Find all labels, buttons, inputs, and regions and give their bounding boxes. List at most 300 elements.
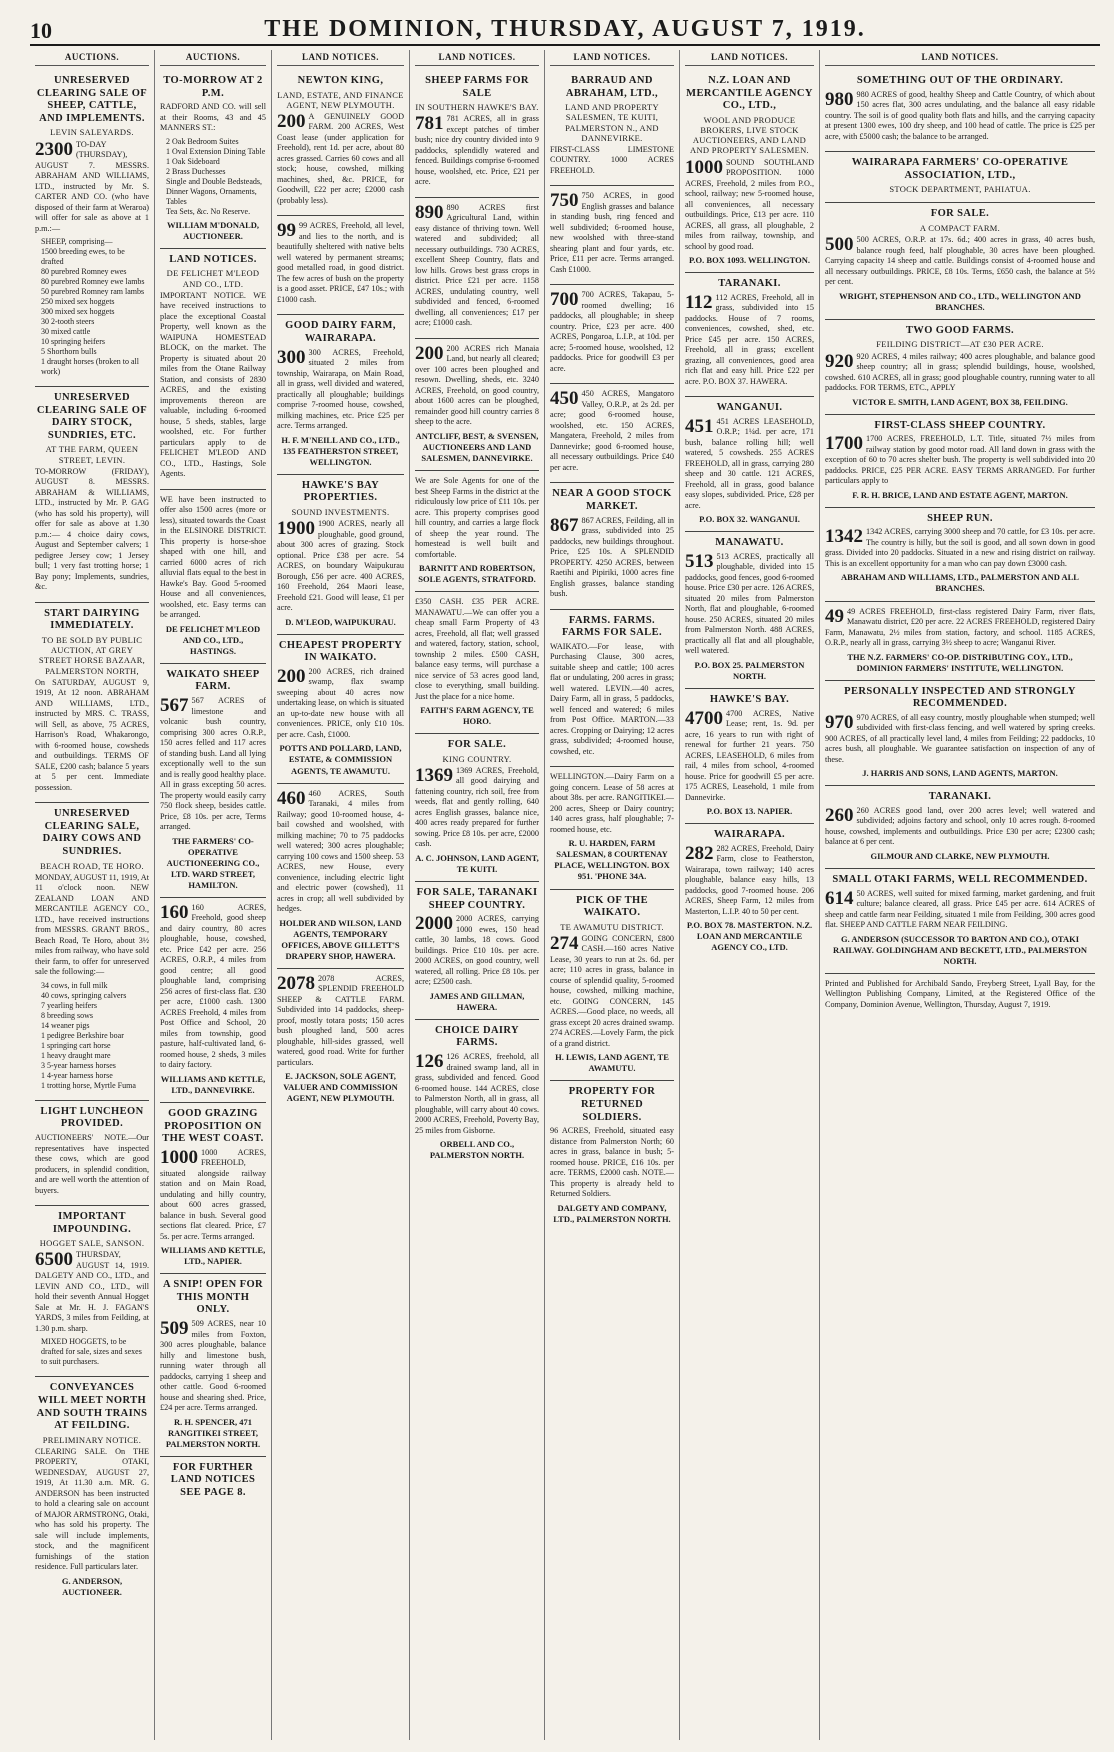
ad-subtitle: KING COUNTRY. [442,753,512,764]
ad-title: UNRESERVED CLEARING SALE OF SHEEP, CATTLE, AND IMPLEMENTS. [36,75,148,124]
ad-lead-figure: 750 [550,190,579,212]
ad-body-text: 1900 ACRES, nearly all ploughable, good ground, about 300 acres of grazing. Stock optional. Price £38 per acre. 54 ACRES, on boundary Waipukurau Borough, £56 per acre. 400 ACRES, 160 Freehold, 264 Maori lease, Freehold £21. Good will lease, £1 per acre. [277,519,404,613]
list-item: 1 heavy draught mare [41,1050,111,1060]
ad-body-text: 4700 ACRES, Native Lease; rent, 1s. 9d. per acre, 16 years to run with right of renewal for further 21 years. 750 ACRES, LEASEHOLD, 6 miles from rail, 4 miles from school, 4-roomed house. Price for goodwill £5 per acre. 175 ACRES, Leasehold, 1 mile from Dannevirke. [685,708,814,802]
ad-subtitle: IN SOUTHERN HAWKE'S BAY. [415,102,539,113]
ad-signature: HOLDER AND WILSON, LAND AGENTS, TEMPORARY OFFICES, ABOVE GILLETT'S DRAPERY SHOP, HAWERA. [279,917,402,961]
advertisement [35,603,149,803]
ad-lead-figure: 260 [825,804,854,826]
ad-body-text: 500 ACRES, O.R.P. at 17s. 6d.; 400 acres in grass, 40 acres bush, balance rough feed, half ploughable, 30 acres have been ploughed. Carrying capacity 14 sheep and cattle. Buildings consist of 4-roomed house and all necessary outbuildings. PRICE, £8 10s. Terms, £650 cash, the balance at 5½ per cent. [825,235,1095,287]
list-item: 80 purebred Romney ewes [41,267,127,277]
ad-body [825,607,1095,649]
ad-signature: P.O. BOX 1093. WELLINGTON. [689,255,810,266]
advertisement [415,592,539,734]
advertisement [415,1020,539,1167]
ad-body-text: AUCTIONEERS' NOTE.—Our representatives have inspected these cows, which are good producers, in splendid condition, and are well worth the attention of buyers. [35,1133,149,1195]
ad-body [160,903,266,1071]
ad-lead-figure: 200 [277,665,306,687]
ad-body [825,434,1095,487]
column-6 [680,50,820,1740]
column-heading: LAND NOTICES. [277,52,404,66]
ad-body [415,1052,539,1136]
list-item: 1 springing cart horse [41,1040,111,1050]
advertisement [35,1101,149,1206]
ad-signature: DALGETY AND COMPANY, LTD., PALMERSTON NORTH. [553,1202,671,1224]
ad-signature: VICTOR E. SMITH, LAND AGENT, BOX 38, FEILDING. [852,396,1068,407]
ad-signature: G. ANDERSON, AUCTIONEER. [61,1575,123,1597]
ad-body-text: 112 ACRES, Freehold, all in grass, subdivided into 15 paddocks. House of 7 rooms, conveniences, cowshed, shed, etc. Price £45 per acre. 150 ACRES, Freehold, all in grass; excellent grazing, all conveniences, good area rich flat and easy hill. Price £22 per acre. P.O. BOX 37. HAWERA. [685,292,814,386]
ad-title: SOMETHING OUT OF THE ORDINARY. [856,75,1064,86]
ad-body [550,145,674,177]
list-item: 80 purebred Romney ewe lambs [41,277,145,287]
ad-lead-figure: 200 [277,110,306,132]
ad-body [277,789,404,915]
ad-body [550,191,674,275]
column-heading: AUCTIONS. [35,52,149,66]
ad-title: A SNIP! OPEN FOR THIS MONTH ONLY. [162,1279,264,1316]
ad-body-text: GOING CONCERN, £800 CASH.—160 acres Native Lease, 30 years to run at 2s. 6d. per acre; 110 acres in grass, balance in course of splendid quality, 5-roomed house, cowshed, milking machine, etc. GOING CONCERN, 145 ACRES.—Good place, no weeds, all grass except 20 acres drained swamp. 274 ACRES.—Lovely Farm, the pick of a grand district. [550,933,674,1048]
ad-body [415,914,539,988]
advertisement [825,70,1095,152]
ad-body-text: SOUND SOUTHLAND PROPOSITION. 1000 ACRES, Freehold, 2 miles from P.O., school, railway; new 5-roomed house, all conveniences, all necessary outbuildings. Price, £13 per acre. 110 ACRES, all grass, all ploughable, 2 miles from railway, township, and school by good road. [685,157,814,251]
ad-signature: ORBELL AND CO., PALMERSTON NORTH. [429,1139,525,1161]
ad-title: WAIRARAPA. [713,829,786,841]
ad-lead-figure: 6500 [35,1249,73,1271]
ad-subtitle: DE FELICHET M'LEOD AND CO., LTD. [166,268,260,289]
ad-lead-figure: 2000 [415,913,453,935]
list-item: 14 weaner pigs [41,1020,90,1030]
ad-body-text: MONDAY, AUGUST 11, 1919, At 11 o'clock noon. NEW ZEALAND LOAN AND MERCANTILE AGENCY CO., LTD., have received instructions from MESSRS. GRANT BROS., Beach Road, Te Horo, about 3½ miles from railway, who have sold their farm, to offer for unreserved sale the following:— [35,872,149,977]
ad-signature: J. HARRIS AND SONS, LAND AGENTS, MARTON. [862,768,1058,779]
advertisement [277,969,404,1111]
ad-title: FARMS. FARMS. FARMS FOR SALE. [561,614,663,639]
ad-signature: H. F. M'NEILL AND CO., LTD., 135 FEATHERSTON STREET, WELLINGTON. [281,434,400,467]
ad-title: FIRST-CLASS SHEEP COUNTRY. [874,419,1046,431]
ad-body [415,114,539,188]
ad-body [685,844,814,918]
advertisement [277,315,404,474]
ad-lead-figure: 126 [415,1051,444,1073]
ad-body [277,221,404,305]
ad-body [160,291,266,480]
list-item: 1 draught horses (broken to all work) [41,357,139,377]
ad-lead-figure: 300 [277,346,306,368]
ad-lead-figure: 200 [415,342,444,364]
advertisement [277,475,404,635]
list-item: 2 Oak Bedroom Suites [166,136,239,146]
ad-body [825,713,1095,766]
ad-lead-figure: 781 [415,113,444,135]
advertisement [35,1206,149,1377]
ad-item-list [160,137,266,217]
ad-title: HAWKE'S BAY. [709,694,790,705]
list-item: 2 Brass Duchesses [166,166,226,176]
ad-lead-figure: 500 [825,234,854,256]
newspaper-title: THE DOMINION, THURSDAY, AUGUST 7, 1919. [264,16,866,42]
ad-body-text: £350 CASH. £35 PER ACRE. MANAWATU.—We can offer you a cheap small Farm Property of 43 acres, Freehold, all flat; well grassed and watered, factory, station, school, township 2 miles. £500 CASH, balance easy terms, will purchase a nice service of 53 acres good land, close to everything, small building. Just the place for a nice home. [415,597,539,701]
ad-signature: DE FELICHET M'LEOD AND CO., LTD., HASTINGS. [165,623,261,656]
column-7 [820,50,1100,1740]
ad-title: PROPERTY FOR RETURNED SOLDIERS. [568,1086,656,1123]
ad-body-text: 460 ACRES, South Taranaki, 4 miles from Railway; good 10-roomed house, 4-bail cowshed and woolshed, with milking machine; 70 to 75 paddocks well watered; 300 acres ploughable; carrying 100 cows and 1500 sheep. 53 ACRES, new House, every convenience, including electric light and electric power (cowshed), 11 acres in crop; all well subdivided by hedges. [277,788,404,914]
advertisement [550,890,674,1082]
ad-body [685,552,814,657]
ad-title: NEAR A GOOD STOCK MARKET. [552,488,672,513]
ad-body-text: 282 ACRES, Freehold, Dairy Farm, close to Featherston, Wairarapa, town railway; 140 acres ploughable, balance easy hills, 13 paddocks, good 7-roomed house. 206 ACRES, Sheep Farm, 12 miles from Masterton, L.I.P. 40 to 50 per cent. [685,843,814,916]
advertisement [550,483,674,609]
advertisement [277,70,404,216]
ad-body-text: 1700 ACRES, FREEHOLD, L.T. Title, situated 7½ miles from railway station by good motor road. All land down in grass with the exception of 60 to 70 acres shelter bush. The property is well subdivided into 20 paddocks. PRICE, £25 PER ACRE. EASY TERMS ARRANGED. For further particulars apply to [825,434,1095,486]
advertisement [825,869,1095,974]
ad-title: LIGHT LUNCHEON PROVIDED. [40,1105,144,1130]
column-heading: LAND NOTICES. [550,52,674,66]
ad-title: GOOD GRAZING PROPOSITION ON THE WEST COAST. [162,1107,264,1145]
ad-body-text: 450 ACRES, Mangatoro Valley, O.R.P., at 2s 2d. per acre; good 6-roomed house, woolshed, etc. 150 ACRES, Mangatera, Freehold, 2 miles from Dannevirke; good 6-roomed house, all necessary outbuildings. Price £40 per acre. [550,389,674,472]
ad-title: UNRESERVED CLEARING SALE, DAIRY COWS AND SUNDRIES. [42,808,142,858]
ad-title: CHEAPEST PROPERTY IN WAIKATO. [278,639,403,664]
ad-title: FOR SALE. [447,739,507,751]
ad-body-text: 781 ACRES, all in grass except patches of timber bush; nice dry country divided into 9 paddocks, splendidly watered and fenced. Buildings comprise 6-roomed house, woolshed, etc. Price, £21 per acre. [415,114,539,187]
ad-body-text: 2000 ACRES, carrying 1000 ewes, 150 head cattle, 30 lambs, 18 cows. Good buildings. Price £10 10s. per acre. 2000 ACRES, on good country, well watered, all rolling. Price £8 10s. per acre; £2500 cash. [415,914,539,987]
ad-body-text: 920 ACRES, 4 miles railway; 400 acres ploughable, and balance good sheep country; all in grass; splendid buildings, house, woolshed, cowshed. 610 ACRES, all in grass; good ploughable country, running water to all paddocks. FOR TERMS, ETC., APPLY [825,351,1095,393]
ad-body-text: 1342 ACRES, carrying 3000 sheep and 70 cattle, for £3 10s. per acre. The country is hilly, but the soil is good, and all sown down in good grass. Divided into 20 paddocks. Situated in a new and rising district on railway. This is an excellent opportunity for a man who can pay down £3000 cash. [825,527,1095,568]
ad-signature: P.O. BOX 32. WANGANUI. [699,514,800,525]
ad-lead-figure: 112 [685,291,713,313]
ad-body [825,352,1095,394]
ad-body [277,112,404,207]
ad-title: LAND NOTICES. [169,253,257,265]
advertisement [415,339,539,471]
ad-body-text: 750 ACRES, in good English grasses and balance in standing bush, ring fenced and well subdivided; 6-roomed house, new woolshed with three-stand shearing plant and four yards, etc. Price, £11 per acre. Terms arranged. Cash £1000. [550,191,674,274]
ad-body-text: 890 ACRES first Agricultural Land, within easy distance of thriving town. Well watered and subdivided; all necessary outbuildings. 730 ACRES, excellent Sheep Country, flats and low hills. Grows best grass crops in district. Price £21 per acre. 1158 ACRES, undulating country, well subdivided and fenced, 6-roomed dwelling, all conveniences; £17 per acre; £1000 cash. [415,202,539,328]
advertisement [825,320,1095,415]
ad-title: N.Z. LOAN AND MERCANTILE AGENCY CO., LTD., [686,75,813,112]
list-item: 300 mixed sex hoggets [41,307,115,317]
ad-lead-figure: 450 [550,388,579,410]
advertisement [550,1081,674,1230]
ad-lead-figure: 970 [825,711,854,733]
ad-lead-figure: 282 [685,842,714,864]
ad-title: BARRAUD AND ABRAHAM, LTD., [565,75,659,99]
ad-body [550,516,674,600]
ad-signature: A. C. JOHNSON, LAND AGENT, TE KUITI. [415,852,539,875]
ad-lead-figure: 567 [160,695,189,717]
ad-title: PERSONALLY INSPECTED AND STRONGLY RECOMMENDED. [844,685,1076,710]
ad-body [160,102,266,134]
ad-item-list [35,237,149,377]
ad-body-text: WAIKATO.—For lease, with Purchasing Clause, 300 acres, suitable sheep and cattle; 100 acres flat or undulating, 200 acres in grass; well watered. LEVIN.—40 acres, Dairy Farm, all in grass, 5 paddocks, well fenced and watered; 6 miles from Post Office. MARTON.—33 acres. Cropping or Dairying; 12 acres grass, subdivided; 4-roomed house, cowshed, etc. [550,641,674,756]
ad-body-text: 300 ACRES, Freehold, situated 2 miles from township, Wairarapa, on Main Road, all in grass, well divided and watered, practically all ploughable; buildings comprise 7-roomed house, cowshed, milking machines, etc. Price £25 per acre. Terms arranged. [277,347,404,431]
list-item: Tea Sets, &c. No Reserve. [166,206,251,216]
ad-signature: POTTS AND POLLARD, LAND, ESTATE, & COMMISSION AGENTS, TE AWAMUTU. [279,743,402,776]
ad-signature: P.O. BOX 13. NAPIER. [706,806,793,817]
ad-body [160,1319,266,1414]
ad-body-text: 567 ACRES of limestone and volcanic bush country, comprising 300 acres O.R.P., 150 acres felled and 117 acres of standing bush. Land all lying exceptionally well to the sun and is really good healthy place. All in grass excepting 50 acres. The property would easily carry 750 flock sheep, besides cattle. Price, £8 10s. per acre, Terms arranged. [160,696,266,832]
ad-subtitle: PRELIMINARY NOTICE. [42,1434,142,1445]
advertisement [550,285,674,384]
ad-subtitle: LEVIN SALEYARDS. [50,127,134,138]
ad-body-text: TO-DAY (THURSDAY), AUGUST 7. MESSRS. ABRAHAM AND WILLIAMS, LTD., instructed by Mr. S. CARTER AND CO. (who have disposed of their farm at Weraroa) will offer for sale as above at 1 p.m.:— [35,139,149,233]
ad-body [35,873,149,978]
ad-body [160,1148,266,1243]
ad-body [825,527,1095,569]
ad-body-text: 513 ACRES, practically all ploughable, divided into 15 paddocks, good fences, good 6-roomed house. Price £30 per acre. 126 ACRES, situated 20 miles from Palmerston North, flat and ploughable, 6-roomed house. 250 ACRES, situated 20 miles from Palmerston North. 488 ACRES, practically all flat and all ploughable, well watered. [685,551,814,656]
advertisement [35,387,149,603]
ad-signature: D. M'LEOD, WAIPUKURAU. [285,616,396,627]
ad-lead-figure: 460 [277,787,306,809]
ad-lead-figure: 509 [160,1318,189,1340]
ad-lead-figure: 1000 [160,1146,198,1168]
advertisement [277,216,404,315]
list-item: 30 2-tooth steers [41,317,95,327]
ad-body [550,290,674,374]
ad-signature: R. H. SPENCER, 471 RANGITIKEI STREET, PALMERSTON NORTH. [165,1416,261,1449]
advertisement [685,824,814,959]
ad-body [825,90,1095,143]
ad-lead-figure: 4700 [685,707,723,729]
advertisement [160,249,266,490]
advertisement [825,203,1095,319]
ad-body [35,467,149,593]
ad-signature: WILLIAMS AND KETTLE, LTD., NAPIER. [160,1245,266,1267]
ad-title: NEWTON KING, [297,75,384,86]
ad-body-text: 980 ACRES of good, healthy Sheep and Cattle Country, of which about 150 acres flat, 300 acres undulating, and the balance all easy ridable country. The soil is of good quality both flats and hills, and the carrying capacity at present 1300 ewes, 100 dry sheep, and 100 head of cattle. The price is £25 per acre, with £5000 cash; the balance to be arranged. [825,89,1095,141]
ad-body [160,495,266,621]
list-item: 50 purebred Romney ram lambs [41,287,145,297]
ad-body-text: 260 ACRES good land, over 200 acres level; well watered and subdivided; adjoins factory and school, only 10 acres rough. 8-roomed house, cowshed, implements and outbuildings. Price £30 per acre; £2300 cash; balance at 6 per cent. [825,805,1095,847]
advertisement [825,152,1095,203]
ad-body [35,1250,149,1334]
ad-signature: F. R. H. BRICE, LAND AND ESTATE AGENT, MARTON. [852,489,1068,500]
ad-subtitle: TO BE SOLD BY PUBLIC AUCTION, AT GREY STREET HORSE BAZAAR, PALMERSTON NORTH, [38,635,146,676]
ad-title: FOR FURTHER LAND NOTICES SEE PAGE 8. [170,1461,256,1498]
advertisement [35,803,149,1101]
page-number: 10 [30,18,52,43]
list-item: 7 yearling heifers [41,1000,97,1010]
ad-body [35,1447,149,1573]
list-item: 1 trotting horse, Myrtle Fuma [41,1080,136,1090]
ad-body [415,476,539,560]
ad-body-text: 1369 ACRES, Freehold, all good dairying and fattening country, rich soil, free from weeds, flat and gently rolling, 640 acres English grasses, balance nice, 400 acres ready prepared for further sowing. Price £8 10s. per acre, £2000 cash. [415,765,539,849]
ad-subtitle: STOCK DEPARTMENT, PAHIATUA. [889,184,1031,195]
ad-body [415,203,539,329]
advertisement [550,610,674,768]
ad-subtitle: LAND AND PROPERTY SALESMEN, TE KUITI, PALMERSTON N., AND DANNEVIRKE. [565,102,659,143]
ad-body [825,979,1095,1011]
ad-body-text: IMPORTANT NOTICE. WE have received instructions to place the exceptional Coastal Property, well known as the WAIPUNA HOMESTEAD BLOCK, on the market. The Property is situated about 20 miles from the Otane Railway Station, and consists of 2830 ACRES, and the existing improvements thereon are valuable, including 6-roomed house, 5 sheds, stables, large woolshed, etc. For further particulars apply to de FELICHET M'LEOD AND CO., LTD., Hastings, Sole Agents. [160,290,266,479]
ad-body [685,709,814,804]
column-heading: LAND NOTICES. [415,52,539,66]
ad-title: SHEEP RUN. [927,512,993,524]
ad-body-text: 970 ACRES, of all easy country, mostly ploughable when stumped; well subdivided with first-class fencing, and well watered by spring creeks. 900 ACRES, of all practically level land, 4 miles from Feilding; 22 paddocks, 10 acres bush, all ploughable. We guarantee satisfaction on inspection of any of these. [825,712,1095,764]
ad-item-list [35,981,149,1091]
advertisement [550,186,674,285]
ad-signature: THE N.Z. FARMERS' CO-OP. DISTRIBUTING COY., LTD., DOMINION FARMERS' INSTITUTE, WELLINGTON. [847,651,1073,673]
column-3 [272,50,410,1740]
list-item: MIXED HOGGETS, to be drafted for sale, sizes and sexes to suit purchasers. [41,1337,142,1367]
ad-body-text: 50 ACRES, well suited for mixed farming, market gardening, and fruit culture; balance cleared, all grass. Price £45 per acre. 614 ACRES of sheep and cattle farm near Feilding, situated 1 mile from Feilding, 300 acres good flat. SHEEP AND CATTLE FARM NEAR FEILDING. [825,888,1095,930]
ad-body-text: 509 ACRES, near 10 miles from Foxton, 300 acres ploughable, balance hilly and limestone bush, running water through all paddocks, carrying 1 sheep and other cattle. Good 6-roomed house and shearing shed. Price, £24 per acre. Terms arranged. [160,1319,266,1413]
ad-signature: WRIGHT, STEPHENSON AND CO., LTD., WELLINGTON AND BRANCHES. [839,290,1081,312]
advertisement [550,384,674,483]
ad-title: WAIKATO SHEEP FARM. [166,668,260,693]
list-item: 1 pedigree Berkshire boar [41,1030,124,1040]
advertisement [415,734,539,882]
ad-lead-figure: 2300 [35,138,73,160]
ad-signature: GILMOUR AND CLARKE, NEW PLYMOUTH. [870,850,1050,861]
ad-title: START DAIRYING IMMEDIATELY. [44,607,140,632]
ad-subtitle: LAND, ESTATE, AND FINANCE AGENT, NEW PLYMOUTH. [277,89,404,110]
column-2 [155,50,272,1740]
ad-body-text: On SATURDAY, AUGUST 9, 1919, At 12 noon. ABRAHAM AND WILLIAMS, LTD., instructed by MRS. C. TRASS, will Sell, as above, 75 ACRES, Harrison's Road, Whakarongo, with 6-roomed house, cowsheds and outbuildings. TERMS OF SALE, £200 cash; balance 5 years at 5 per cent. Immediate possession. [35,677,149,792]
ad-body [825,235,1095,288]
advertisement [550,767,674,889]
ad-body-text: A GENUINELY GOOD FARM. 200 ACRES, West Coast lease (under application for Freehold), rent 1d. per acre, about 80 acres grassed. Carries 60 cows and all stock; house, cowshed, milking machines, shed, &c. PRICE, for Goodwill, £22 per acre; £2000 cash (probably less). [277,111,404,205]
ad-signature: ANTCLIFF, BEST, & SVENSEN, AUCTIONEERS AND LAND SALESMEN, DANNEVIRKE. [415,430,539,463]
ad-body [825,806,1095,848]
ad-title: SMALL OTAKI FARMS, WELL RECOMMENDED. [832,873,1088,885]
ad-body [277,519,404,614]
ad-body-text: 99 ACRES, Freehold, all level, and lies to the north, and is beautifully sheltered with native belts well watered by permanent streams; good metalled road, in good district. The few acres of bush on the property is a good asset. PRICE, £47 10s.; with £1000 cash. [277,221,404,304]
ad-title: SHEEP FARMS FOR SALE [425,75,529,99]
advertisement [415,198,539,339]
ad-title: TO-MORROW AT 2 P.M. [163,75,263,99]
advertisement [825,415,1095,508]
ad-body [415,766,539,850]
advertisement [415,882,539,1020]
ad-body-text: 49 ACRES FREEHOLD, first-class registered Dairy Farm, river flats, Manawatu district, £20 per acre. 22 ACRES FREEHOLD, registered Dairy Farm, Manawatu, 2½ miles from station, factory, and school. 1185 ACRES, O.R.P., nearly all in grass, carrying 3½ sheep to acre; Wanganui River. [825,606,1095,647]
advertisement [160,1103,266,1274]
ad-signature: R. U. HARDEN, FARM SALESMAN, 8 COURTENAY PLACE, WELLINGTON. BOX 951. 'PHONE 34A. [554,838,670,882]
ad-title: WANGANUI. [716,402,783,414]
columns-container [30,50,1100,1740]
ad-body-text: We are Sole Agents for one of the best Sheep Farms in the district at the ridiculously low price of £11 10s. per acre. This property comprises good hill country, and carries a large flock of sheep the year round. The homestead is well built and comfortable. [415,476,539,559]
advertisement [160,1274,266,1456]
ad-subtitle: SOUND INVESTMENTS. [291,506,390,517]
ad-body-text: CLEARING SALE. On THE PROPERTY, OTAKI, WEDNESDAY, AUGUST 27, 1919, At 11.30 a.m. MR. G. ANDERSON has been instructed to hold a clearing sale on account of MAJOR ARMSTRONG, Otaki, who has sold his property. The sale will include implements, stock, and the magnificent furnishings of the station residence. Full particulars later. [35,1446,149,1572]
ad-lead-figure: 99 [277,220,296,242]
list-item: 3 5-year harness horses [41,1060,116,1070]
ad-body [35,140,149,235]
advertisement [35,70,149,387]
advertisement [35,1377,149,1604]
ad-title: TARANAKI. [928,791,992,803]
ad-lead-figure: 980 [825,88,854,110]
ad-body-text: 96 ACRES, Freehold, situated easy distance from Palmerston North; 60 acres in grass, balance in bush; 5-roomed house. PRICE, £16 10s. per acre. TERMS, £2000 cash. NOTE.—This property is already held to Returned Soldiers. [550,1126,674,1199]
column-4 [410,50,545,1740]
ad-signature: BARNITT AND ROBERTSON, SOLE AGENTS, STRATFORD. [418,563,536,585]
ad-title: TARANAKI. [718,278,781,290]
ad-item-list [35,1337,149,1367]
ad-signature: H. LEWIS, LAND AGENT, TE AWAMUTU. [555,1052,669,1074]
ad-body-text: 200 ACRES, rich drained swamp, flax swamp sweeping about 40 acres now undertaking lease, on which is situated an up-to-date new house with all conveniences. PRICE, only £10 10s. per acre. Cash, £1000. [277,666,404,739]
ad-signature: ABRAHAM AND WILLIAMS, LTD., PALMERSTON AND ALL BRANCHES. [841,572,1079,594]
list-item: 1 Oak Sideboard [166,156,220,166]
ad-lead-figure: 920 [825,350,854,372]
ad-body-text: 867 ACRES, Feilding, all in grass, subdivided into 25 paddocks, new buildings throughout. Price, £25 10s. A SPLENDID PROPERTY. 4250 ACRES, between Raetihi and Pipiriki, 1000 acres fine English grasses, balance standing bush. [550,515,674,599]
ad-title: TWO GOOD FARMS. [905,324,1015,336]
ad-subtitle: HOGGET SALE, SANSON. [39,1238,145,1249]
advertisement [825,602,1095,681]
ad-body [685,293,814,388]
ad-lead-figure: 1000 [685,156,723,178]
advertisement [160,70,266,249]
advertisement [160,664,266,898]
ad-body [550,1126,674,1200]
ad-body-text: 1000 ACRES, FREEHOLD, situated alongside railway station and on Main Road, undulating and hilly country, about 600 acres grassed, balance in bush. Several good sections flat cleared. Price, £7 5s. per acre. Terms arranged. [160,1147,266,1241]
ad-signature: P.O. BOX 25. PALMERSTON NORTH. [694,659,805,681]
ad-body-text: WE have been instructed to offer also 1500 acres (more or less), situated towards the Coast in the ELSINORE DISTRICT. This property is horse-shoe shaped with one hill, and carried 6000 acres of rich alluvial flats equal to the best in Hawke's Bay. Good 5-roomed House and all conveniences, woolshed, etc. Easy terms can be arranged. [160,494,266,620]
ad-lead-figure: 614 [825,887,854,909]
list-item: 10 springing heifers [41,337,105,347]
ad-body [550,934,674,1050]
list-item: 1 4-year harness horse [41,1070,113,1080]
ad-lead-figure: 1342 [825,526,863,548]
advertisement [685,397,814,532]
ad-signature: E. JACKSON, SOLE AGENT, VALUER AND COMMISSION AGENT, NEW PLYMOUTH. [283,1071,398,1104]
list-item: 8 breeding sows [41,1010,93,1020]
advertisement [685,273,814,397]
ad-subtitle: TE AWAMUTU DISTRICT. [560,921,664,932]
advertisement [685,70,814,273]
masthead [30,16,1100,46]
list-item: SHEEP, comprising— [41,237,113,247]
ad-body-text: 700 ACRES, Takapau, 5-roomed dwelling; 16 paddocks, all ploughable; in sheep country. Price, £23 per acre. 400 ACRES, Pongaroa, L.I.P., at 10d. per acre; 5-roomed house, woolshed, 12 paddocks. Price for goodwill £3 per acre. [550,290,674,373]
ad-body [277,667,404,741]
advertisement [277,784,404,969]
ad-body-text: WELLINGTON.—Dairy Farm on a going concern. Lease of 58 acres at about 38s. per acre. RANGITIKEI.—200 acres, Sheep or Dairy country; 140 acres grass, half ploughable; 7-roomed house, etc. [550,772,674,834]
advertisement [825,681,1095,787]
ad-lead-figure: 49 [825,605,844,627]
ad-lead-figure: 274 [550,932,579,954]
list-item: 34 cows, in full milk [41,980,108,990]
ad-body [35,1133,149,1196]
column-heading: LAND NOTICES. [825,52,1095,66]
ad-lead-figure: 1369 [415,764,453,786]
ad-title: UNRESERVED CLEARING SALE OF DAIRY STOCK, SUNDRIES, ETC. [36,392,148,441]
advertisement [277,635,404,784]
ad-lead-figure: 1700 [825,433,863,455]
ad-signature: FAITH'S FARM AGENCY, TE HORO. [420,705,534,727]
ad-signature: THE FARMERS' CO-OPERATIVE AUCTIONEERING CO., LTD. WARD STREET, HAMILTON. [166,835,260,890]
ad-body [550,772,674,835]
column-5 [545,50,680,1740]
ad-body [160,696,266,833]
ad-lead-figure: 513 [685,550,714,572]
advertisement [415,70,539,198]
ad-signature: WILLIAM M'DONALD, AUCTIONEER. [166,219,260,241]
ad-body-text: TO-MORROW (FRIDAY), AUGUST 8. MESSRS. ABRAHAM & WILLIAMS, LTD., instructed by Mr. P. GAG (who has sold his property), will offer for sale as above at 1.30 p.m.:— 4 choice dairy cows, August and September calvers; 1 pedigree Jersey cow; 1 Jersey bull; 1 very fast trotting horse; 1 Bay pony; Implements, sundries, &c. [35,466,149,592]
ad-title: PICK OF THE WAIKATO. [575,894,649,919]
ad-body-text: Printed and Published for Archibald Sando, Freyberg Street, Lyall Bay, for the Wellington Publishing Company, Limited, at the Registered Office of the Company, Dominion Avenue, Wellington, Thursday, August 7, 1919. [825,978,1095,1009]
ad-body [415,597,539,702]
ad-title: CONVEYANCES WILL MEET NORTH AND SOUTH TRAINS AT FEILDING. [36,1382,148,1432]
ad-body-text: 200 ACRES rich Manaia Land, but nearly all cleared; over 100 acres been ploughed and resown. Dwelling, sheds, etc. 3240 ACRES, Freehold, on good country, about 1600 acres can be ploughed, remainder good hill country carries 8 sheep to the acre. [415,343,539,427]
column-1 [30,50,155,1740]
ad-lead-figure: 890 [415,201,444,223]
list-item: 40 cows, springing calvers [41,990,127,1000]
ad-title: HAWKE'S BAY PROPERTIES. [301,479,380,504]
ad-body-text: 2078 ACRES, SPLENDID FREEHOLD SHEEP & CATTLE FARM. Subdivided into 14 paddocks, sheep-proof, mostly totara posts; 150 acres bush ploughed land, 500 acres ploughable, hill-sides grassed, well watered, good road. Write for further particulars. [277,973,404,1067]
advertisement [685,532,814,689]
ad-title: WAIRARAPA FARMERS' CO-OPERATIVE ASSOCIATION, LTD., [851,157,1069,181]
list-item: 250 mixed sex hoggets [41,297,115,307]
ad-title: MANAWATU. [715,537,784,549]
advertisement [160,490,266,664]
advertisement [825,508,1095,602]
ad-lead-figure: 160 [160,901,189,923]
ad-body-text: THURSDAY, AUGUST 14, 1919. DALGETY AND CO., LTD., and LEVIN AND CO., LTD., will hold their seventh Annual Hogget Sale at Mr. H. J. FAGAN'S YARDS, 3 miles from Feilding, at 1.30 p.m. sharp. [35,1250,149,1333]
